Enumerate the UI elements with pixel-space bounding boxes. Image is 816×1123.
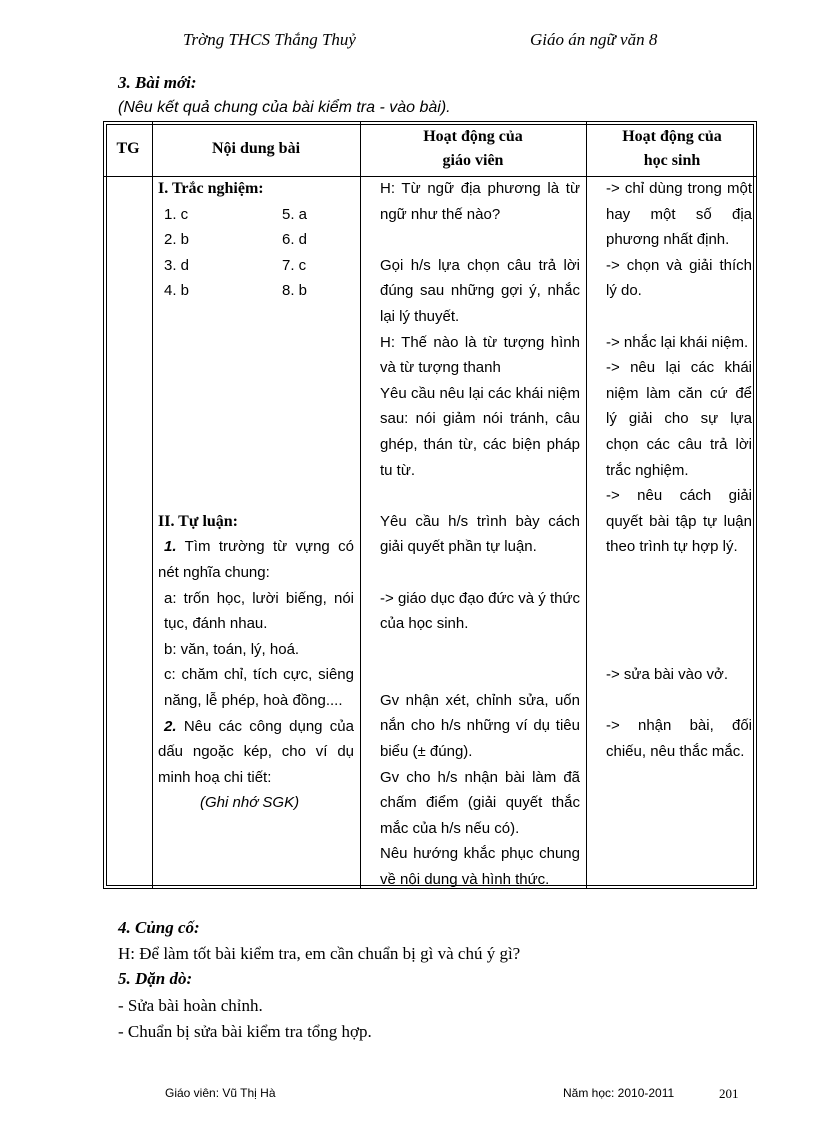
section4-title: 4. Củng cố: xyxy=(118,918,200,937)
teacher-activity: Nêu hướng khắc phục chung về nội dung và hình thức. xyxy=(380,845,580,889)
question-1: 1. Tìm trường từ vựng có nét nghĩa chung: xyxy=(158,538,354,581)
header-teacher: Hoạt động của giáo viên xyxy=(423,128,523,169)
answer-row: 1. c 5. a xyxy=(164,205,308,223)
header-student: Hoạt động của học sinh xyxy=(622,128,722,169)
question-1-c: c: chăm chỉ, tích cực, siêng năng, lễ phép, hoà đồng.... xyxy=(164,666,354,709)
teacher-activity: Yêu cầu nêu lại các khái niệm sau: nói giảm nói tránh, câu ghép, thán từ, các biện pháp tu từ. xyxy=(380,384,580,479)
section4-question: H: Để làm tốt bài kiểm tra, em cần chuẩn bị gì và chú ý gì? xyxy=(118,944,521,963)
student-activity: -> nêu lại các khái niệm làm căn cứ để lý giải cho sự lựa chọn các câu trả lời trắc nghiệm. xyxy=(606,359,752,479)
part1-title: I. Trắc nghiệm: xyxy=(158,180,264,197)
header-content: Nội dung bài xyxy=(211,140,301,157)
answer-row: 3. d 7. c xyxy=(164,256,307,274)
teacher-activity: Yêu cầu h/s trình bày cách giải quyết phần tự luận. xyxy=(380,512,580,556)
teacher-activity: Gọi h/s lựa chọn câu trả lời đúng sau những gợi ý, nhắc lại lý thuyết. xyxy=(380,256,580,325)
header-subject: Giáo án ngữ văn 8 xyxy=(530,30,658,49)
header-tg: TG xyxy=(116,140,140,157)
footer-year: Năm học: 2010-2011 xyxy=(563,1086,675,1100)
content-column xyxy=(158,176,354,816)
section5-item: - Chuẩn bị sửa bài kiểm tra tổng hợp. xyxy=(118,1022,372,1041)
section5-item: - Sửa bài hoàn chỉnh. xyxy=(118,996,263,1015)
question-1-a: a: trốn học, lười biếng, nói tục, đánh nhau. xyxy=(164,589,354,633)
student-activity: -> chỉ dùng trong một hay một số địa phương nhất định. xyxy=(606,180,752,249)
student-activity: -> nhắc lại khái niệm. xyxy=(606,333,749,351)
student-activity: -> nhận bài, đối chiếu, nêu thắc mắc. xyxy=(606,717,752,761)
part2-title: II. Tự luận: xyxy=(158,512,239,530)
student-activity: -> chọn và giải thích lý do. xyxy=(606,256,752,300)
page-number: 201 xyxy=(719,1086,739,1101)
teacher-column xyxy=(366,176,580,893)
section5-title: 5. Dặn dò: xyxy=(118,969,193,988)
question-2: 2. Nêu các công dụng của dấu ngoặc kép, cho ví dụ minh hoạ chi tiết: xyxy=(158,717,354,786)
lesson-table xyxy=(103,121,757,889)
section3-note: (Nêu kết quả chung của bài kiểm tra - vào bài). xyxy=(118,99,451,116)
answer-row: 4. b 8. b xyxy=(164,282,308,300)
question-1-b: b: văn, toán, lý, hoá. xyxy=(164,640,300,658)
teacher-activity: Gv nhận xét, chỉnh sửa, uốn nắn cho h/s những ví dụ tiêu biểu (± đúng). xyxy=(380,691,580,761)
answer-row: 2. b 6. d xyxy=(164,231,308,249)
teacher-activity: -> giáo dục đạo đức và ý thức của học sinh. xyxy=(380,589,580,633)
footer-teacher: Giáo viên: Vũ Thị Hà xyxy=(165,1086,276,1100)
header-school: Trờng THCS Thắng Thuỷ xyxy=(183,30,356,49)
teacher-activity: H: Từ ngữ địa phương là từ ngữ như thế nào? xyxy=(380,180,580,223)
student-column xyxy=(592,176,752,765)
section3-title: 3. Bài mới: xyxy=(118,73,197,92)
student-activity: -> sửa bài vào vở. xyxy=(606,666,729,684)
student-activity: -> nêu cách giải quyết bài tập tự luận theo trình tự hợp lý. xyxy=(606,487,752,556)
teacher-activity: H: Thế nào là từ tượng hình và từ tượng thanh xyxy=(380,333,580,377)
teacher-activity: Gv cho h/s nhận bài làm đã chấm điểm (giải quyết thắc mắc của h/s nếu có). xyxy=(380,768,580,837)
question-2-ref: (Ghi nhớ SGK) xyxy=(200,794,300,812)
